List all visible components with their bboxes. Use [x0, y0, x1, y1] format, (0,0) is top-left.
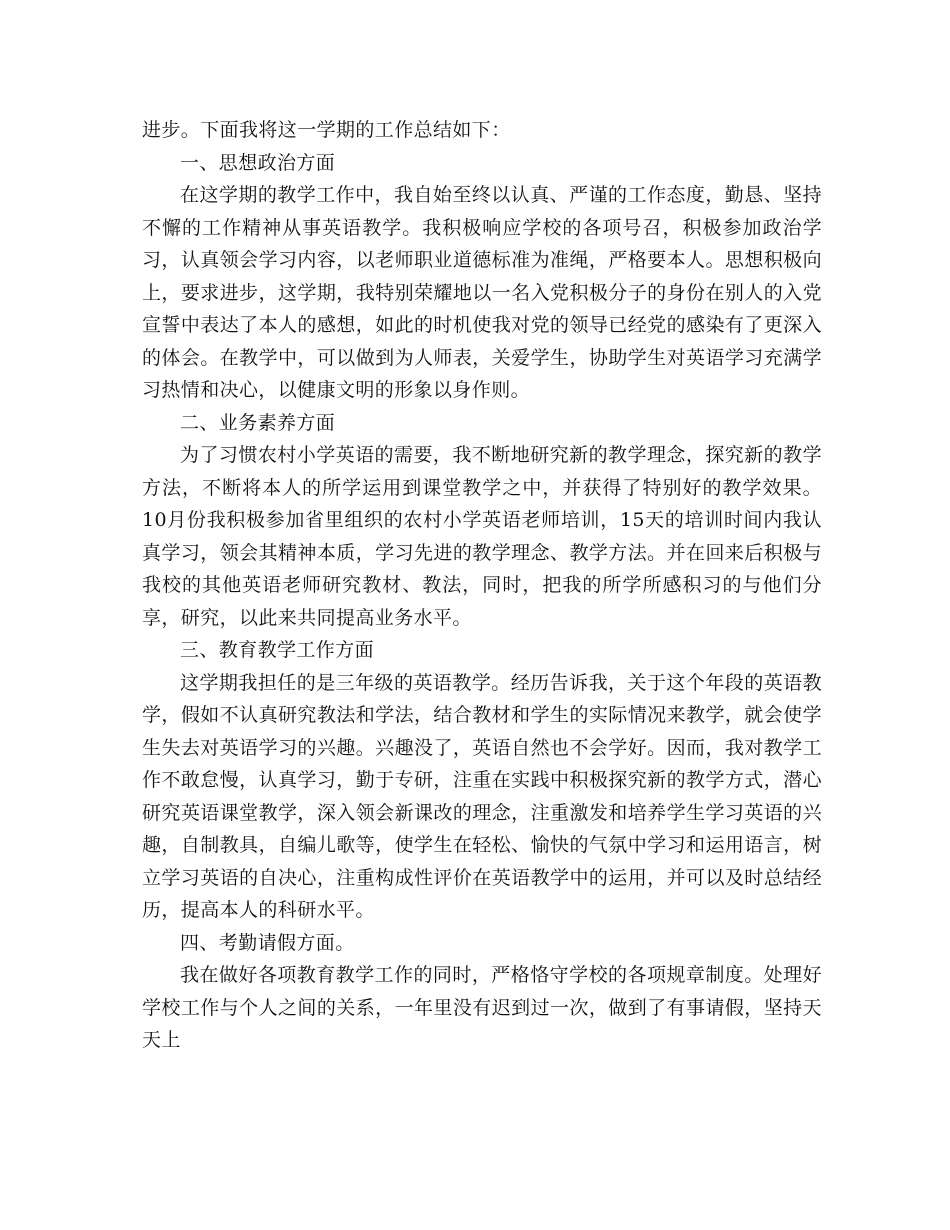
paragraph-professional: 为了习惯农村小学英语的需要，我不断地研究新的教学理念，探究新的教学方法，不断将本人的所学运用到课堂教学之中，并获得了特别好的教学效果。10月份我积极参加省里组织的农村小学英语老师培训，15天的培训时间内我认真学习，领会其精神本质，学习先进的教学理念、教学方法。并在回来后积极与我校的其他英语老师研究教材、教法，同时，把我的所学所感积习的与他们分享，研究，以此来共同提高业务水平。: [142, 444, 822, 629]
section-heading-teaching: 三、教育教学工作方面: [180, 639, 375, 661]
section-heading-professional: 二、业务素养方面: [180, 411, 336, 434]
intro-line: 进步。下面我将这一学期的工作总结如下：: [142, 119, 511, 141]
paragraph-teaching: 这学期我担任的是三年级的英语教学。经历告诉我，关于这个年段的英语教学，假如不认真研究教法和学法，结合教材和学生的实际情况来教学，就会使学生失去对英语学习的兴趣。兴趣没了，英语自然也不会学好。因而，我对教学工作不敢怠慢，认真学习，勤于专研，注重在实践中积极探究新的教学方式，潜心研究英语课堂教学，深入领会新课改的理念，注重激发和培养学生学习英语的兴趣，自制教具，自编儿歌等，使学生在轻松、愉快的气氛中学习和运用语言，树立学习英语的自决心，注重构成性评价在英语教学中的运用，并可以及时总结经历，提高本人的科研水平。: [142, 671, 822, 921]
document-body: [142, 114, 822, 1057]
paragraph-attendance: 我在做好各项教育教学工作的同时，严格恪守学校的各项规章制度。处理好学校工作与个人之间的关系，一年里没有迟到过一次，做到了有事请假，坚持天天上: [142, 964, 822, 1051]
paragraph-politics: 在这学期的教学工作中，我自始至终以认真、严谨的工作态度，勤恳、坚持不懈的工作精神从事英语教学。我积极响应学校的各项号召，积极参加政治学习，认真领会学习内容，以老师职业道德标准为准绳，严格要本人。思想积极向上，要求进步，这学期，我特别荣耀地以一名入党积极分子的身份在别人的入党宣誓中表达了本人的感想，如此的时机使我对党的领导已经党的感染有了更深入的体会。在教学中，可以做到为人师表，关爱学生，协助学生对英语学习充满学习热情和决心，以健康文明的形象以身作则。: [142, 184, 822, 401]
section-heading-politics: 一、思想政治方面: [180, 151, 336, 174]
section-heading-attendance: 四、考勤请假方面。: [180, 931, 355, 954]
